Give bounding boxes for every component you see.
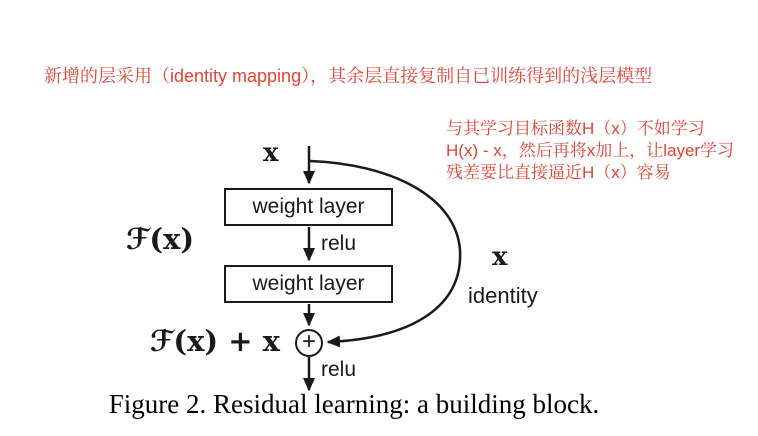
weight-layer-box-2-label: weight layer: [252, 272, 365, 295]
relu-mid-label: relu: [321, 232, 357, 255]
skip-x-label: x: [492, 242, 508, 272]
addition-node: [295, 329, 323, 357]
annotation-top-note: 新增的层采用（identity mapping），其余层直接复制自已训练得到的浅层模型: [44, 66, 653, 86]
residual-function-label: ℱ(x): [126, 222, 195, 256]
annotation-side-note-line-1: 与其学习目标函数H（x）不如学习: [446, 119, 705, 138]
sum-label: ℱ(x) + x: [150, 324, 280, 358]
relu-out-label: relu: [321, 358, 357, 381]
weight-layer-box-1: [224, 188, 393, 226]
annotation-side-note-line-3: 残差要比直接逼近H（x）容易: [446, 163, 671, 182]
figure-caption: Figure 2. Residual learning: a building block.: [108, 389, 600, 419]
input-x-label: x: [263, 138, 279, 168]
plus-sign: +: [301, 328, 316, 355]
annotation-side-note-line-2: H(x) - x，然后再将x加上，让layer学习: [446, 141, 735, 160]
weight-layer-box-1-label: weight layer: [252, 195, 365, 218]
identity-label: identity: [468, 283, 538, 308]
weight-layer-box-2: [224, 265, 393, 303]
